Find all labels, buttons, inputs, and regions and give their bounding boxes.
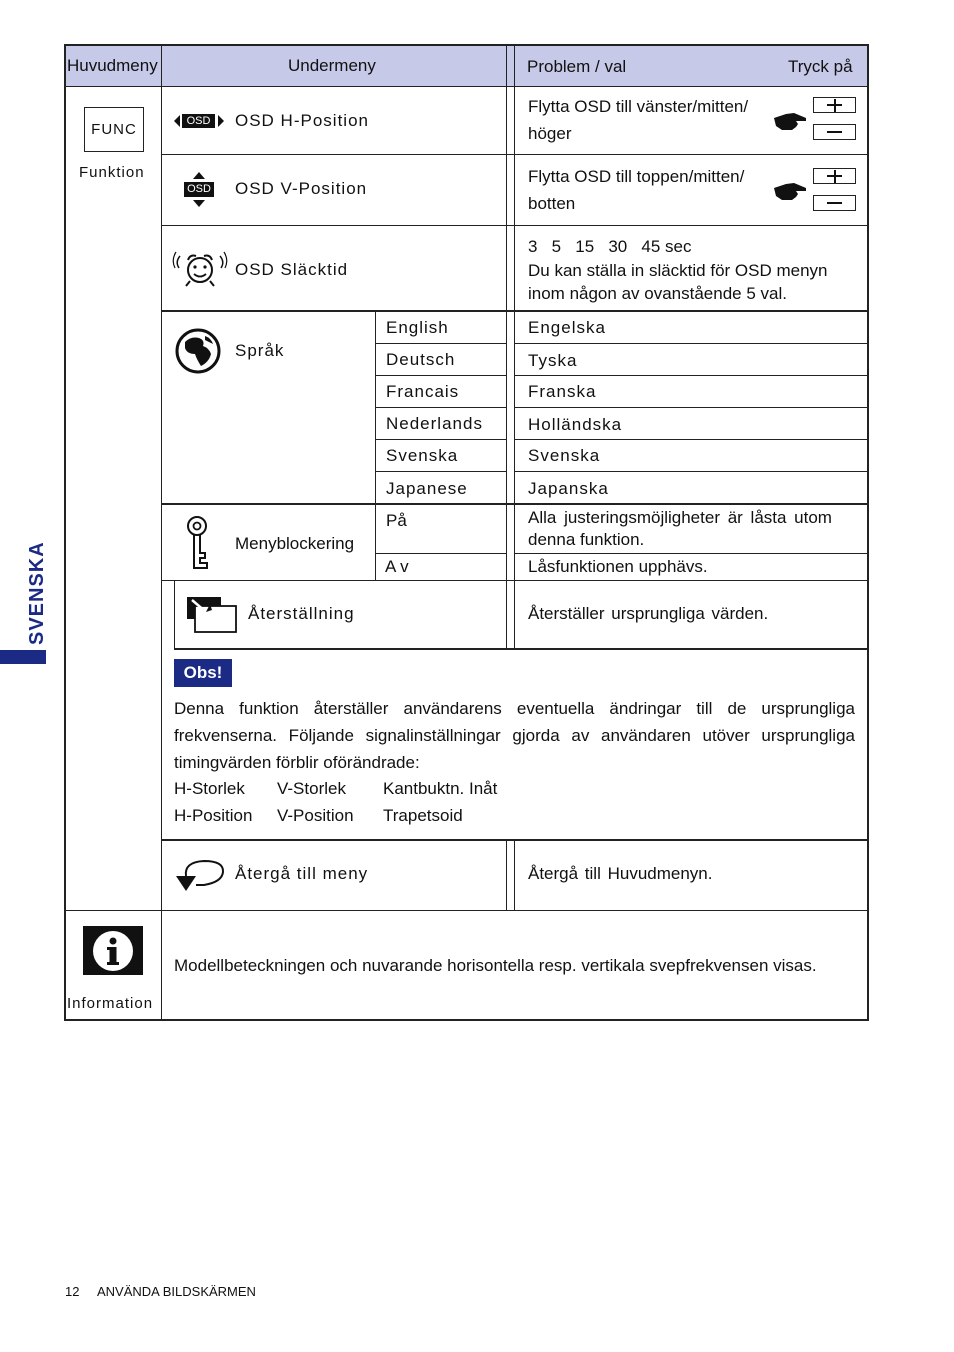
back-desc: Återgå till Huvudmenyn. bbox=[528, 864, 713, 883]
func-caption: Funktion bbox=[79, 164, 145, 181]
note-item: Kantbuktn. Inåt bbox=[383, 779, 498, 798]
lock-on-desc: Alla justeringsmöjligheter är låsta utom bbox=[528, 508, 832, 527]
note-item: H-Storlek bbox=[174, 779, 245, 798]
column-divider bbox=[514, 44, 515, 650]
h-position-label: OSD H-Position bbox=[235, 111, 369, 130]
header-problem: Problem / val bbox=[527, 57, 627, 76]
note-badge: Obs! bbox=[174, 659, 232, 687]
table-border bbox=[64, 44, 869, 46]
language-option-nederlands[interactable]: Nederlands bbox=[386, 414, 483, 433]
language-desc: Svenska bbox=[528, 446, 601, 465]
minus-icon bbox=[827, 202, 842, 204]
func-icon: FUNC bbox=[84, 107, 144, 152]
note-text: Denna funktion återställer användarens eventuella ändringar till de ursprungliga frekvenserna. Följande signalinställningar gjorda av användaren utöver ursprungliga timingvärden förblir oförändrade: bbox=[174, 699, 855, 772]
lock-on-desc: denna funktion. bbox=[528, 530, 645, 549]
language-option-francais[interactable]: Francais bbox=[386, 382, 460, 401]
osd-h-position-icon bbox=[174, 113, 224, 134]
v-position-label: OSD V-Position bbox=[235, 179, 368, 198]
note-item: H-Position bbox=[174, 806, 253, 825]
info-caption: Information bbox=[67, 995, 154, 1012]
lock-option-on[interactable]: På bbox=[386, 511, 407, 530]
column-divider bbox=[514, 840, 515, 911]
key-icon bbox=[184, 515, 212, 571]
language-desc: Franska bbox=[528, 382, 597, 401]
osd-v-position-icon bbox=[183, 172, 215, 213]
header-press: Tryck på bbox=[788, 57, 853, 76]
language-label: Språk bbox=[235, 341, 285, 360]
timeout-label: OSD Släcktid bbox=[235, 260, 349, 279]
header-main-menu: Huvudmeny bbox=[67, 56, 158, 75]
minus-icon bbox=[827, 131, 842, 133]
osd-badge: OSD bbox=[187, 183, 211, 195]
table-border bbox=[64, 44, 66, 1020]
language-option-svenska[interactable]: Svenska bbox=[386, 446, 459, 465]
note-item: V-Storlek bbox=[277, 779, 346, 798]
hand-pointer-icon bbox=[772, 180, 808, 202]
v-position-desc: Flytta OSD till toppen/mitten/ bbox=[528, 167, 745, 186]
language-option-japanese[interactable]: Japanese bbox=[386, 479, 468, 498]
lock-label: Menyblockering bbox=[235, 534, 355, 553]
reset-label: Återställning bbox=[248, 604, 355, 623]
header-submenu: Undermeny bbox=[288, 56, 376, 75]
info-desc: Modellbeteckningen och nuvarande horisontella resp. vertikala svepfrekvensen visas. bbox=[174, 956, 817, 975]
table-header bbox=[65, 45, 868, 86]
page-number: 12 bbox=[65, 1284, 80, 1299]
timeout-desc: inom någon av ovanstående 5 val. bbox=[528, 284, 787, 303]
language-desc: Tyska bbox=[528, 351, 578, 370]
lock-off-desc: Låsfunktionen upphävs. bbox=[528, 557, 708, 576]
return-arrow-icon bbox=[174, 858, 226, 892]
globe-icon bbox=[175, 328, 221, 374]
side-tab-marker bbox=[0, 650, 46, 664]
language-option-deutsch[interactable]: Deutsch bbox=[386, 350, 456, 369]
table-border bbox=[64, 1019, 869, 1021]
minus-button[interactable] bbox=[813, 124, 856, 140]
h-position-desc: höger bbox=[528, 124, 572, 143]
note-item: Trapetsoid bbox=[383, 806, 463, 825]
plus-button[interactable] bbox=[813, 168, 856, 184]
timeout-desc: Du kan ställa in släcktid för OSD menyn bbox=[528, 261, 828, 280]
table-border bbox=[867, 44, 869, 1020]
side-tab-label: SVENSKA bbox=[26, 541, 48, 645]
v-position-desc: botten bbox=[528, 194, 576, 213]
plus-button[interactable] bbox=[813, 97, 856, 113]
osd-badge: OSD bbox=[186, 115, 211, 127]
info-icon bbox=[83, 926, 143, 975]
column-divider bbox=[506, 840, 507, 911]
language-option-english[interactable]: English bbox=[386, 318, 449, 337]
back-label: Återgå till meny bbox=[235, 864, 369, 883]
reset-desc: Återställer ursprungliga värden. bbox=[528, 604, 769, 623]
footer-section: ANVÄNDA BILDSKÄRMEN bbox=[97, 1284, 256, 1299]
language-desc: Holländska bbox=[528, 415, 623, 434]
timeout-values: 3 5 15 30 45 sec bbox=[528, 237, 692, 256]
hand-pointer-icon bbox=[772, 110, 808, 132]
lock-option-off[interactable]: A v bbox=[385, 557, 409, 576]
language-desc: Japanska bbox=[528, 479, 609, 498]
language-desc: Engelska bbox=[528, 318, 606, 337]
h-position-desc: Flytta OSD till vänster/mitten/ bbox=[528, 97, 749, 116]
alarm-clock-icon bbox=[172, 250, 228, 288]
reset-icon bbox=[186, 596, 238, 634]
column-divider bbox=[506, 44, 507, 650]
minus-button[interactable] bbox=[813, 195, 856, 211]
note-item: V-Position bbox=[277, 806, 354, 825]
column-divider bbox=[161, 44, 162, 1020]
